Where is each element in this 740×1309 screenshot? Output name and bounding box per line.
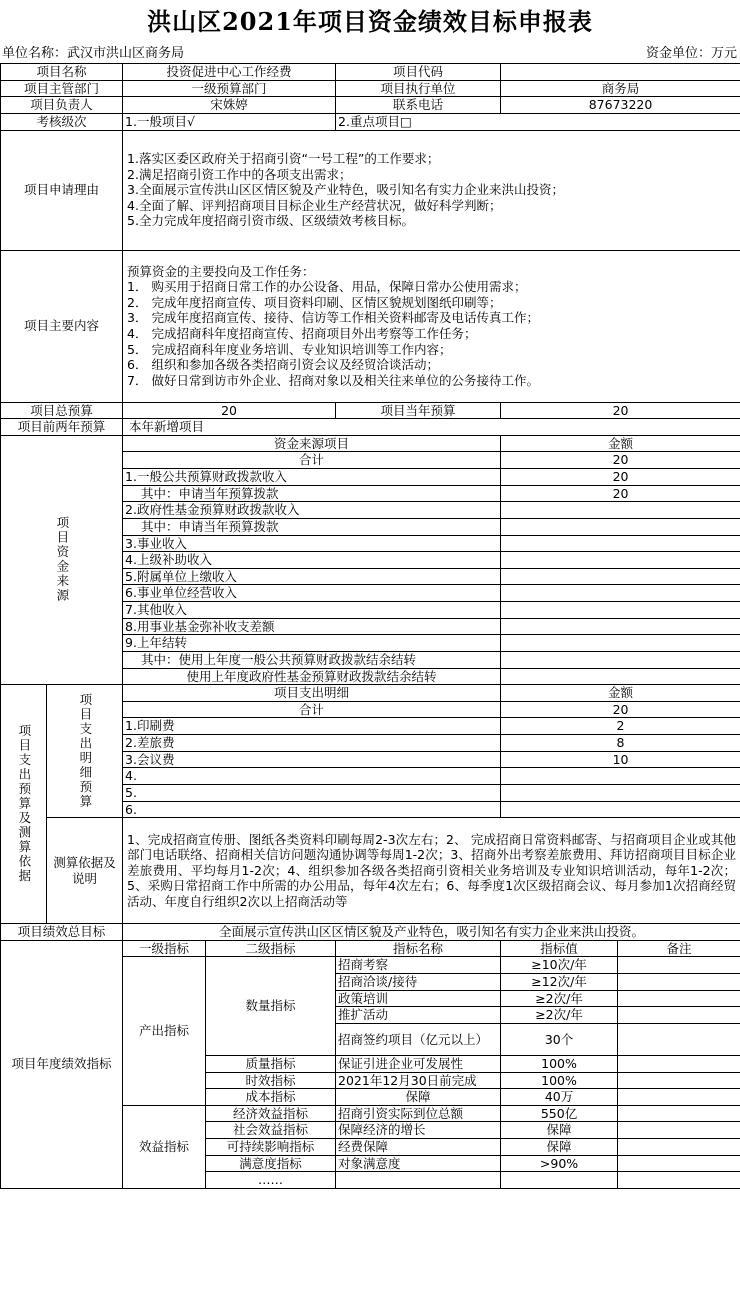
prev-two-years-value[interactable]: 本年新增项目 <box>123 419 740 436</box>
reason-line-4: 4.全面了解、评判招商项目目标企业生产经营状况，做好科学判断； <box>127 197 502 213</box>
funding-item-amount[interactable]: 20 <box>501 469 740 486</box>
table-row-owner <box>1 97 740 114</box>
indicator-remark <box>618 1139 740 1156</box>
table-row-funding-header <box>1 435 740 452</box>
owner-label: 项目负责人 <box>1 97 123 114</box>
funding-item-amount[interactable] <box>501 535 740 552</box>
funding-item-name: 2.政府性基金预算财政拨款收入 <box>123 502 501 519</box>
indicator-remark <box>618 1089 740 1106</box>
expenditure-item-name: 2.差旅费 <box>123 735 501 752</box>
funding-item-name: 5.附属单位上缴收入 <box>123 568 501 585</box>
content-intro: 预算资金的主要投向及工作任务： <box>127 263 315 279</box>
prev-two-years-label: 项目前两年预算 <box>1 419 123 436</box>
indicator-header-remark: 备注 <box>618 940 740 957</box>
indicator-remark <box>618 1172 740 1189</box>
expenditure-header-item: 项目支出明细 <box>123 685 501 702</box>
indicator-value: ≥12次/年 <box>501 974 618 991</box>
funding-item-name: 使用上年度政府性基金预算财政拨款结余结转 <box>123 668 501 685</box>
funding-item-name: 4.上级补助收入 <box>123 552 501 569</box>
funding-item-name: 7.其他收入 <box>123 602 501 619</box>
indicator-value: 保障 <box>501 1139 618 1156</box>
phone-value[interactable]: 87673220 <box>501 97 740 114</box>
expenditure-detail-label <box>47 685 123 818</box>
indicator-remark <box>618 1122 740 1139</box>
indicator-name <box>336 1172 501 1189</box>
indicator-value: ≥2次/年 <box>501 990 618 1007</box>
dept-value[interactable]: 一级预算部门 <box>123 80 336 97</box>
indicator-remark <box>618 1155 740 1172</box>
content-line-3: 3． 完成年度招商宣传、接待、信访等工作相关资料邮寄及电话传真工作； <box>127 310 539 326</box>
reason-content <box>123 130 740 250</box>
content-line-6: 6． 组织和参加各级各类招商引资会议及经贸洽谈活动； <box>127 357 439 373</box>
expenditure-item-amount[interactable] <box>501 784 740 801</box>
indicator-value: ≥10次/年 <box>501 957 618 974</box>
indicator-remark <box>618 1023 740 1055</box>
indicator-name: 政策培训 <box>336 990 501 1007</box>
table-row-project-name <box>1 64 740 81</box>
indicator-level2: 数量指标 <box>206 957 336 1056</box>
indicator-remark <box>618 974 740 991</box>
indicator-header-level2: 二级指标 <box>206 940 336 957</box>
table-row-main-content <box>1 250 740 402</box>
indicator-remark <box>618 990 740 1007</box>
indicator-name: 招商引资实际到位总额 <box>336 1105 501 1122</box>
funding-source-label <box>1 435 123 684</box>
indicator-remark <box>618 957 740 974</box>
current-year-budget-value[interactable]: 20 <box>501 402 740 419</box>
project-name-value[interactable]: 投资促进中心工作经费 <box>123 64 336 81</box>
funding-item-amount[interactable]: 20 <box>501 452 740 469</box>
expenditure-item-amount[interactable]: 2 <box>501 718 740 735</box>
content-line-2: 2． 完成年度招商宣传、项目资料印刷、区情区貌规划图纸印刷等； <box>127 294 502 310</box>
funding-item-name: 合计 <box>123 452 501 469</box>
level-option-general[interactable]: 1.一般项目√ <box>123 113 336 130</box>
indicator-value: 100% <box>501 1072 618 1089</box>
table-row-indicator-header <box>1 940 740 957</box>
table-row-overall-goal <box>1 924 740 941</box>
indicator-name: 保障经济的增长 <box>336 1122 501 1139</box>
funding-item-amount[interactable] <box>501 668 740 685</box>
content-line-5: 5． 完成招商科年度业务培训、专业知识培训等工作内容； <box>127 341 452 357</box>
page-title: 洪山区2021年项目资金绩效目标申报表 <box>147 7 593 36</box>
funding-item-amount[interactable] <box>501 651 740 668</box>
indicator-value: >90% <box>501 1155 618 1172</box>
reason-line-5: 5.全力完成年度招商引资市级、区级绩效考核目标。 <box>127 213 414 229</box>
funding-item-name: 3.事业收入 <box>123 535 501 552</box>
annual-performance-label <box>1 940 123 1188</box>
expenditure-outer-label <box>1 685 47 924</box>
funding-item-amount[interactable] <box>501 618 740 635</box>
funding-header-amount: 金额 <box>501 435 740 452</box>
currency-unit-label: 资金单位：万元 <box>645 46 737 61</box>
funding-item-name: 6.事业单位经营收入 <box>123 585 501 602</box>
total-budget-label: 项目总预算 <box>1 402 123 419</box>
indicator-name: 招商签约项目（亿元以上） <box>336 1023 501 1055</box>
funding-item-amount[interactable] <box>501 518 740 535</box>
indicator-remark <box>618 1007 740 1024</box>
indicator-level2: 时效指标 <box>206 1072 336 1089</box>
table-row-department <box>1 80 740 97</box>
indicator-level2: 可持续影响指标 <box>206 1139 336 1156</box>
funding-item-name: 其中：申请当年预算拨款 <box>123 485 501 502</box>
form-table <box>0 63 740 1189</box>
expenditure-item-amount[interactable] <box>501 768 740 785</box>
expenditure-header-amount: 金额 <box>501 685 740 702</box>
expenditure-item-amount[interactable]: 20 <box>501 701 740 718</box>
indicator-name: 保证引进企业可发展性 <box>336 1055 501 1072</box>
indicator-remark <box>618 1072 740 1089</box>
table-row-expenditure-header <box>1 685 740 702</box>
basis-text: 1、完成招商宣传册、图纸各类资料印刷每周2-3次左右；2、 完成招商日常资料邮寄、与招商项目企业或其他部门电话联络、招商相关信访问题沟通协调等每周1-2次；3、招商外出考察差旅费用、拜访招商项目目标企业差旅费用、平均每月1-2次；4、组织参加各级各类招商引资相关业务培训及专业知识培训活动，每年1-2次；5、采购日常招商工作中所需的办公用品，每年4次左右；6、每季度1次区级招商会议、每月参加1次招商经贸活动、年度自行组织2次以上招商活动等 <box>123 818 740 924</box>
expenditure-item-name: 5. <box>123 784 501 801</box>
project-code-label: 项目代码 <box>336 64 501 81</box>
expenditure-item-name: 3.会议费 <box>123 751 501 768</box>
indicator-value: 40万 <box>501 1089 618 1106</box>
indicator-level2: 质量指标 <box>206 1055 336 1072</box>
exec-unit-label: 项目执行单位 <box>336 80 501 97</box>
phone-label: 联系电话 <box>336 97 501 114</box>
table-row-total-budget <box>1 402 740 419</box>
funding-item-name: 其中：使用上年度一般公共预算财政拨款结余结转 <box>123 651 501 668</box>
funding-item-name: 1.一般公共预算财政拨款收入 <box>123 469 501 486</box>
content-body <box>123 250 740 402</box>
indicator-value <box>501 1172 618 1189</box>
unit-name-label: 单位名称：武汉市洪山区商务局 <box>2 46 185 61</box>
reason-line-2: 2.满足招商引资工作中的各项支出需求； <box>127 166 352 182</box>
indicator-value: 30个 <box>501 1023 618 1055</box>
indicator-value: ≥2次/年 <box>501 1007 618 1024</box>
indicator-level1: 效益指标 <box>123 1105 206 1188</box>
funding-item-amount[interactable] <box>501 502 740 519</box>
content-label: 项目主要内容 <box>1 250 123 402</box>
indicator-level2: 社会效益指标 <box>206 1122 336 1139</box>
content-line-7: 7． 做好日常到访市外企业、招商对象以及相关往来单位的公务接待工作。 <box>127 372 539 388</box>
expenditure-outer-label-text: 项目支出预算及测算依据 <box>16 724 32 884</box>
table-row-prev-two-years <box>1 419 740 436</box>
indicator-name: 招商洽谈/接待 <box>336 974 501 991</box>
expenditure-item-amount[interactable]: 10 <box>501 751 740 768</box>
funding-item-amount[interactable] <box>501 552 740 569</box>
total-budget-value[interactable]: 20 <box>123 402 336 419</box>
indicator-value: 100% <box>501 1055 618 1072</box>
expenditure-item-name: 6. <box>123 801 501 818</box>
reason-line-1: 1.落实区委区政府关于招商引资“一号工程”的工作要求； <box>127 150 440 166</box>
expenditure-item-name: 4. <box>123 768 501 785</box>
indicator-name: 经费保障 <box>336 1139 501 1156</box>
indicator-name: 招商考察 <box>336 957 501 974</box>
indicator-name: 推扩活动 <box>336 1007 501 1024</box>
exec-unit-value[interactable]: 商务局 <box>501 80 740 97</box>
table-row-reason <box>1 130 740 250</box>
indicator-name: 2021年12月30日前完成 <box>336 1072 501 1089</box>
funding-item-amount[interactable] <box>501 585 740 602</box>
indicator-header-name: 指标名称 <box>336 940 501 957</box>
indicator-level2: 成本指标 <box>206 1089 336 1106</box>
funding-header-item: 资金来源项目 <box>123 435 501 452</box>
indicator-level2: 满意度指标 <box>206 1155 336 1172</box>
overall-goal-label: 项目绩效总目标 <box>1 924 123 941</box>
expenditure-item-name: 合计 <box>123 701 501 718</box>
indicator-level2: 经济效益指标 <box>206 1105 336 1122</box>
indicator-name: 对象满意度 <box>336 1155 501 1172</box>
funding-item-name: 9.上年结转 <box>123 635 501 652</box>
funding-item-amount[interactable] <box>501 602 740 619</box>
dept-label: 项目主管部门 <box>1 80 123 97</box>
basis-label: 测算依据及说明 <box>47 818 123 924</box>
reason-label: 项目申请理由 <box>1 130 123 250</box>
indicator-remark <box>618 1105 740 1122</box>
funding-item-name: 8.用事业基金弥补收支差额 <box>123 618 501 635</box>
funding-source-label-text: 项目资金来源 <box>54 516 70 604</box>
owner-value[interactable]: 宋姝婷 <box>123 97 336 114</box>
expenditure-item-amount[interactable]: 8 <box>501 735 740 752</box>
unit-header-line <box>0 44 740 63</box>
table-row-assessment-level <box>1 113 740 130</box>
assessment-level-label: 考核级次 <box>1 113 123 130</box>
overall-goal-value: 全面展示宣传洪山区区情区貌及产业特色，吸引知名有实力企业来洪山投资。 <box>123 924 740 941</box>
project-name-label: 项目名称 <box>1 64 123 81</box>
indicator-remark <box>618 1055 740 1072</box>
expenditure-item-name: 1.印刷费 <box>123 718 501 735</box>
indicator-value: 保障 <box>501 1122 618 1139</box>
funding-item-amount[interactable]: 20 <box>501 485 740 502</box>
reason-line-3: 3.全面展示宣传洪山区区情区貌及产业特色，吸引知名有实力企业来洪山投资； <box>127 182 564 198</box>
project-code-value[interactable] <box>501 64 740 81</box>
indicator-level1: 产出指标 <box>123 957 206 1105</box>
annual-performance-label-text: 项目年度绩效指标 <box>11 1055 112 1071</box>
indicator-header-value: 指标值 <box>501 940 618 957</box>
funding-item-name: 其中：申请当年预算拨款 <box>123 518 501 535</box>
funding-item-amount[interactable] <box>501 568 740 585</box>
indicator-header-level1: 一级指标 <box>123 940 206 957</box>
expenditure-item-amount[interactable] <box>501 801 740 818</box>
indicator-name: 保障 <box>336 1089 501 1106</box>
indicator-value: 550亿 <box>501 1105 618 1122</box>
content-line-1: 1． 购买用于招商日常工作的办公设备、用品，保障日常办公使用需求； <box>127 279 527 295</box>
expenditure-detail-label-text: 项目支出明细预算 <box>77 693 93 810</box>
funding-item-amount[interactable] <box>501 635 740 652</box>
current-year-budget-label: 项目当年预算 <box>336 402 501 419</box>
indicator-level2: …… <box>206 1172 336 1189</box>
level-option-key[interactable]: 2.重点项目□ <box>336 113 740 130</box>
content-line-4: 4． 完成招商科年度招商宣传、招商项目外出考察等工作任务； <box>127 326 477 341</box>
